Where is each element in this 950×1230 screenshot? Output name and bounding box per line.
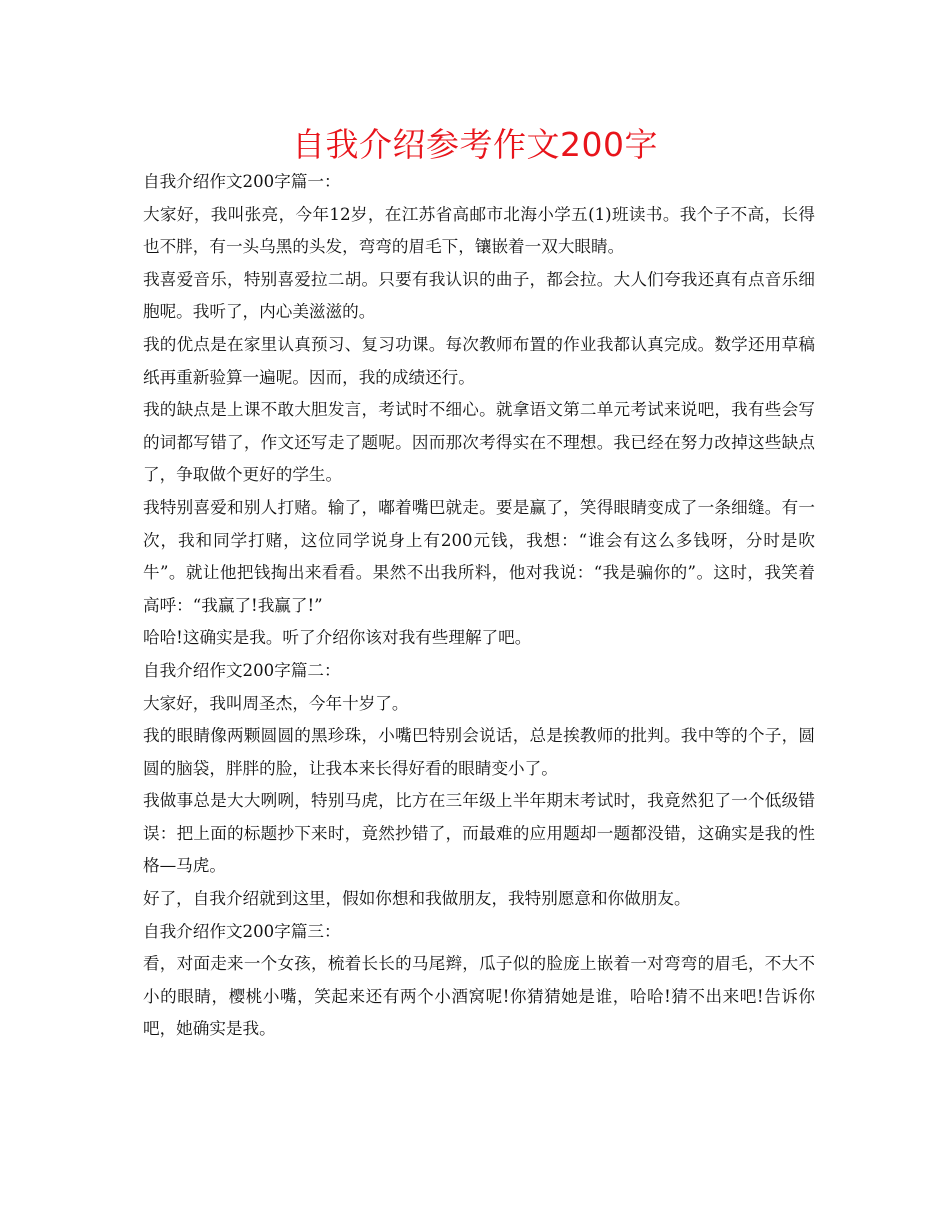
section-heading-1: 自我介绍作文200字篇一： xyxy=(143,172,341,191)
document-body xyxy=(143,166,815,1046)
paragraph: 我的缺点是上课不敢大胆发言，考试时不细心。就拿语文第二单元考试来说吧，我有些会写的词都写错了，作文还写走了题呢。因而那次考得实在不理想。我已经在努力改掉这些缺点了，争取做个更好的学生。 xyxy=(143,400,815,485)
paragraph: 大家好，我叫周圣杰，今年十岁了。 xyxy=(143,693,409,713)
paragraph: 我喜爱音乐，特别喜爱拉二胡。只要有我认识的曲子，都会拉。大人们夸我还真有点音乐细胞呢。我听了，内心美滋滋的。 xyxy=(143,269,815,322)
paragraph: 好了，自我介绍就到这里，假如你想和我做朋友，我特别愿意和你做朋友。 xyxy=(143,889,691,909)
paragraph: 大家好，我叫张亮，今年12岁，在江苏省高邮市北海小学五(1)班读书。我个子不高，长得也不胖，有一头乌黑的头发，弯弯的眉毛下，镶嵌着一双大眼睛。 xyxy=(143,204,815,257)
section-heading-2: 自我介绍作文200字篇二： xyxy=(143,660,341,680)
paragraph: 我的优点是在家里认真预习、复习功课。每次教师布置的作业我都认真完成。数学还用草稿纸再重新验算一遍呢。因而，我的成绩还行。 xyxy=(143,334,815,387)
section-heading-3: 自我介绍作文200字篇三： xyxy=(143,921,341,941)
paragraph: 我特别喜爱和别人打赌。输了，嘟着嘴巴就走。要是赢了，笑得眼睛变成了一条细缝。有一次，我和同学打赌，这位同学说身上有200元钱，我想：“谁会有这么多钱呀，分时是吹牛”。就让他把钱掏出来看看。果然不出我所料，他对我说：“我是骗你的”。这时，我笑着高呼：“我赢了!我赢了!” xyxy=(143,497,815,615)
paragraph: 哈哈!这确实是我。听了介绍你该对我有些理解了吧。 xyxy=(143,628,532,648)
paragraph: 我做事总是大大咧咧，特别马虎，比方在三年级上半年期末考试时，我竟然犯了一个低级错误：把上面的标题抄下来时，竟然抄错了，而最难的应用题却一题都没错，这确实是我的性格—马虎。 xyxy=(143,791,815,876)
paragraph: 我的眼睛像两颗圆圆的黑珍珠，小嘴巴特别会说话，总是挨教师的批判。我中等的个子，圆圆的脑袋，胖胖的脸，让我本来长得好看的眼睛变小了。 xyxy=(143,726,815,778)
paragraph: 看，对面走来一个女孩，梳着长长的马尾辫，瓜子似的脸庞上嵌着一对弯弯的眉毛，不大不小的眼睛，樱桃小嘴，笑起来还有两个小酒窝呢!你猜猜她是谁，哈哈!猜不出来吧!告诉你吧，她确实是我。 xyxy=(143,954,815,1039)
document-title: 自我介绍参考作文200字 xyxy=(292,125,658,164)
